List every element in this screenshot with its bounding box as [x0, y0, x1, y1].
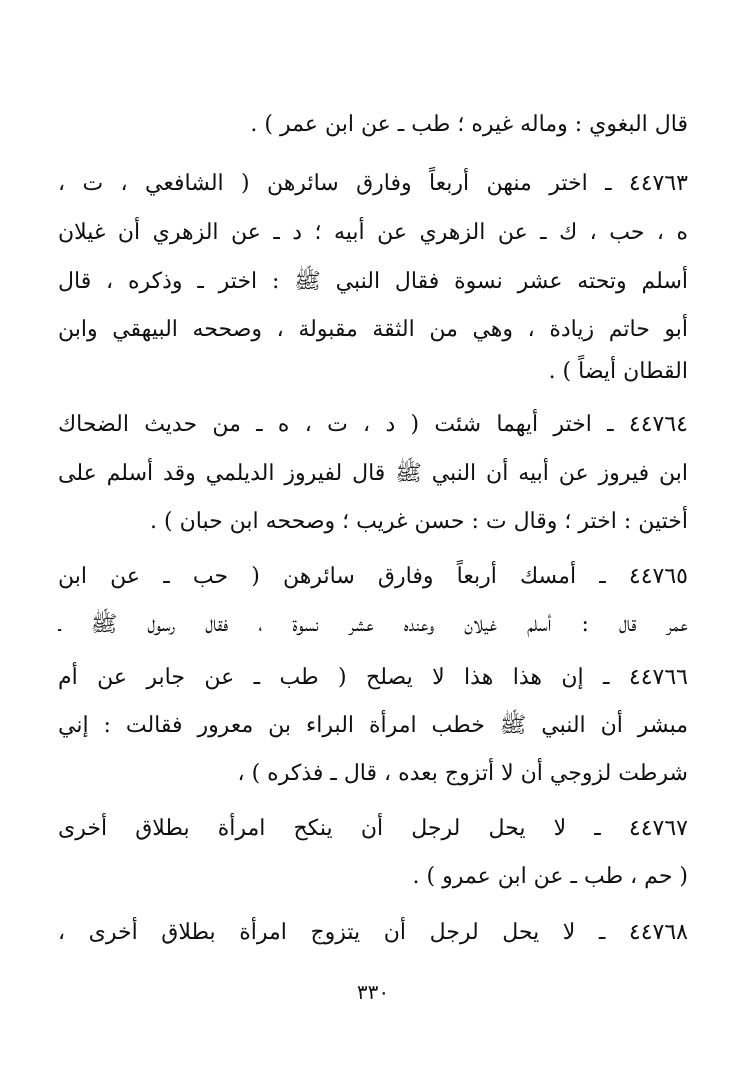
text-line: ٤٤٧٦٨ ـ لا يحل لرجل أن يتزوج امرأة بطلاق أخرى ، — [58, 920, 688, 945]
text-line: أختين : اختر ؛ وقال ت : حسن غريب ؛ وصححه ابن حبان ) . — [150, 509, 688, 534]
text-line: ٤٤٧٦٧ ـ لا يحل لرجل أن ينكح امرأة بطلاق أخرى — [58, 816, 688, 841]
text-line: القطان أيضاً ) . — [548, 359, 688, 384]
text-line: ٤٤٧٦٥ ـ أمسك أربعاً وفارق سائرهن ( حب ـ عن ابن — [58, 564, 688, 589]
text-line: أسلم وتحته عشر نسوة فقال النبي ﷺ : اختر ـ وذكره ، قال — [58, 269, 688, 294]
text-line: أبو حاتم زيادة ، وهي من الثقة مقبولة ، وصححه البيهقي وابن — [58, 317, 688, 342]
text-line: ٤٤٧٦٣ ـ اختر منهن أربعاً وفارق سائرهن ( الشافعي ، ت ، — [58, 171, 688, 196]
page-number: ٣٣٠ — [356, 980, 390, 1004]
text-line: ه ، حب ، ك ـ عن الزهري عن أبيه ؛ د ـ عن الزهري أن غيلان — [58, 220, 688, 245]
text-line: ( حم ، طب ـ عن ابن عمرو ) . — [412, 864, 688, 889]
text-line: قال البغوي : وماله غيره ؛ طب ـ عن ابن عمر ) . — [250, 112, 688, 137]
text-line: ٤٤٧٦٤ ـ اختر أيهما شئت ( د ، ت ، ه ـ من حديث الضحاك — [58, 412, 688, 437]
text-line: ٤٤٧٦٦ ـ إن هذا هذا لا يصلح ( طب ـ عن جابر عن أم — [58, 665, 688, 690]
text-line: عمر قال : أسلم غيلان وعنده عشر نسوة ، فقال رسول ﷺ ـ — [58, 612, 688, 637]
text-line: شرطت لزوجي أن لا أتزوج بعده ، قال ـ فذكره ) ، — [237, 761, 688, 786]
text-line: ابن فيروز عن أبيه أن النبي ﷺ قال لفيروز الديلمي وقد أسلم على — [58, 461, 688, 486]
text-line: مبشر أن النبي ﷺ خطب امرأة البراء بن معرور فقالت : إني — [58, 713, 688, 738]
